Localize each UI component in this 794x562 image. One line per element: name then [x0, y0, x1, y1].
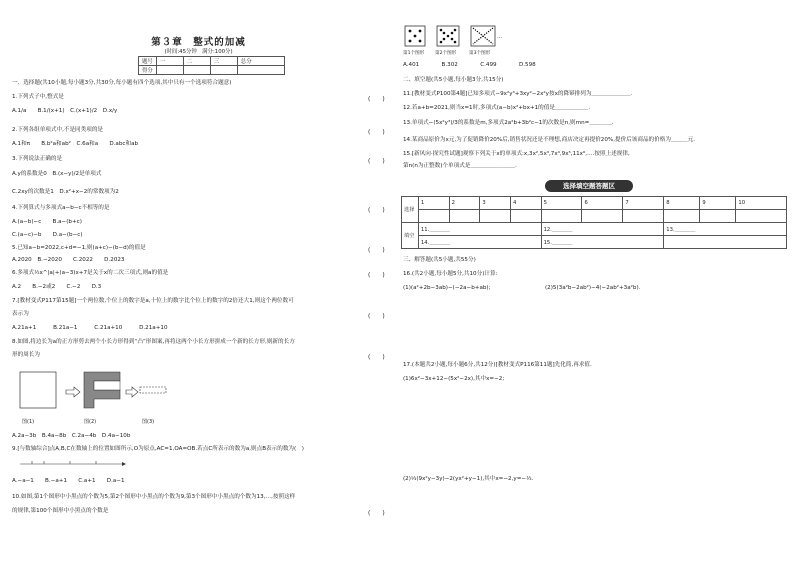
answer-parens: ( ) — [368, 313, 385, 320]
question-subpart: (2)5(3a²b−2ab²)−4(−2ab²+3a²b). — [545, 285, 641, 291]
question-text: 形的周长为 — [12, 352, 40, 358]
figure-caption: 第2个图形 — [435, 51, 457, 56]
question-text: 15.[新风向·探究性试题]观察下列关于x的单项式:x,3x²,5x³,7x⁴,9x⁵,11x⁶,….按照上述规律, — [403, 151, 630, 157]
fill-label: 填空 — [402, 223, 419, 249]
score-cell[interactable] — [183, 66, 210, 75]
section-heading: 一、选择题(共10小题,每小题3分,共30分,每小题有四个选项,其中只有一个选项符合题意) — [12, 80, 232, 86]
question-options: A.y的系数是0 B.(x−y)/2是单项式 — [12, 171, 102, 177]
answer-cell[interactable] — [541, 210, 582, 223]
question-text: 10.如图,第1个图形中小黑点的个数为5,第2个图形中小黑点的个数为9,第3个图形中小黑点的个数为13,…,按照这样 — [12, 494, 296, 500]
question-text: 1.下列式子中,整式是 — [12, 94, 64, 100]
answer-number: 2 — [449, 197, 480, 210]
answer-cell[interactable] — [419, 210, 450, 223]
question-subpart: (1)6x²−3x+12−(5x²−2x),其中x=−2; — [403, 376, 505, 382]
question-text: 3.下列说法正确的是 — [12, 156, 63, 162]
select-label: 选择 — [402, 197, 419, 223]
question-text: 第n(n为正整数)个单项式是＿＿＿＿＿＿＿＿. — [403, 163, 517, 169]
answer-parens: ( ) — [368, 272, 385, 279]
score-cell[interactable] — [237, 66, 284, 75]
answer-cell[interactable] — [623, 210, 664, 223]
answer-cell[interactable] — [510, 210, 541, 223]
blank-12[interactable]: 12.＿＿＿＿ — [541, 223, 664, 236]
answer-number: 4 — [510, 197, 541, 210]
question-text: 8.如图,将边长为a的正方形剪去两个小长方形得到“凸”形图案,再将这两个小长方形拼成一个新的长方形,则新的长方 — [12, 339, 295, 345]
question-text: 7.[教材变式P117第15题]一个两位数,个位上的数字是a,十位上的数字比个位上的数字的2倍还大1,则这个两位数可 — [12, 298, 294, 304]
answer-parens: ( ) — [368, 354, 385, 361]
question-options: A.1和π B.b²a和ab² C.6a和a D.abc和ab — [12, 141, 139, 147]
score-header: 三 — [210, 57, 237, 66]
question-text: 17.(本题共2小题,每小题6分,共12分)[教材变式P116第11题]先化简,再求值. — [403, 362, 592, 368]
question-text: 12.若a+b=2021,则当x=1时,多项式(a−b)x²+bx+1的值是＿＿＿＿＿＿. — [403, 105, 591, 111]
answer-cell[interactable] — [480, 210, 511, 223]
answer-number: 5 — [541, 197, 582, 210]
blank-empty — [664, 236, 787, 249]
question-options: A.−a−1 B.−a+1 C.a+1 D.a−1 — [12, 478, 125, 484]
question-text: 6.多项式½x^|a|+(a−3)x+7是关于x的二次三项式,则a的值是 — [12, 270, 169, 276]
blank-15[interactable]: 15.＿＿＿＿ — [541, 236, 664, 249]
question-text: 的规律,第100个图形中小黑点的个数是 — [12, 508, 109, 514]
score-cell[interactable] — [156, 66, 183, 75]
number-line-figure — [18, 456, 128, 476]
figure-caption: 图(3) — [142, 419, 155, 425]
answer-cell[interactable] — [449, 210, 480, 223]
question-subpart: (2)⅓(9x²y−3y)−2(yx²+y−1),其中x=−2,y=−⅓. — [403, 476, 534, 482]
score-header: 总分 — [237, 57, 284, 66]
answer-parens: ( ) — [368, 207, 385, 214]
exam-info: (时间:45分钟 满分:100分) — [164, 49, 233, 55]
question-text: 13.单项式−(5x²y³)/3的系数是m,多项式2a²b+3b²c−1的次数是n,则mn=＿＿＿＿. — [403, 120, 614, 126]
answer-number: 7 — [623, 197, 664, 210]
dot-pattern-figures — [403, 24, 523, 50]
blank-13[interactable]: 13.＿＿＿＿ — [664, 223, 787, 236]
question-options: A.2 B.−2或2 C.−2 D.3 — [12, 284, 102, 290]
answer-number: 3 — [480, 197, 511, 210]
question-subpart: (1)(a²+2b−3ab)−(−2a−b+ab); — [403, 285, 491, 291]
answer-number: 6 — [582, 197, 623, 210]
question-text: 4.下列算式与多项式a−b−c不相等的是 — [12, 205, 110, 211]
answer-cell[interactable] — [582, 210, 623, 223]
question-text: 16.(共2小题,每小题5分,共10分)计算: — [403, 271, 498, 277]
answer-number: 1 — [419, 197, 450, 210]
question-text: 11.[教材变式P100第4题]已知多项式−9x²y³+3xy²−2x²y按x的降幂排列为＿＿＿＿＿＿＿. — [403, 91, 633, 97]
figure-caption: 图(2) — [84, 419, 97, 425]
page-title: 第３章 整式的加减 — [151, 37, 246, 48]
question-text: 5.已知a−b=2022,c+d=−1,则(a+c)−(b−d)的值是 — [12, 245, 146, 251]
right-column — [397, 0, 794, 562]
question-options: C.(a−c)−b D.a−(b−c) — [12, 232, 83, 238]
score-header: 一 — [156, 57, 183, 66]
answer-cell[interactable] — [736, 210, 787, 223]
section-heading: 三、解答题(共5小题,共55分) — [403, 257, 476, 263]
section-heading: 二、填空题(共5小题,每小题3分,共15分) — [403, 77, 504, 83]
answer-area-banner: 选择填空题答题区 — [545, 180, 633, 192]
figure-ellipsis: … — [497, 34, 503, 40]
blank-11[interactable]: 11.＿＿＿＿ — [419, 223, 542, 236]
answer-number: 9 — [700, 197, 736, 210]
score-header: 二 — [183, 57, 210, 66]
answer-cell[interactable] — [700, 210, 736, 223]
answer-parens: ( ) — [368, 96, 385, 103]
question-options: A.21a+1 B.21a−1 C.21a+10 D.21a+10 — [12, 325, 168, 331]
answer-grid — [401, 196, 787, 249]
figure-caption: 第1个图形 — [403, 51, 425, 56]
question-options: A.401 B.302 C.499 D.598 — [403, 62, 536, 68]
question-text: 9.[与数轴综合]点A,B,C在数轴上的位置如图所示,O为原点,AC=1,OA=OB.若点C所表示的数为a,则点B表示的数为( ) — [12, 446, 304, 452]
answer-parens: ( ) — [368, 510, 385, 517]
score-cell[interactable] — [210, 66, 237, 75]
figure-caption: 第3个图形 — [469, 51, 491, 56]
question-options: C.2xy的次数是1 D.x²+x−2的常数项为2 — [12, 189, 119, 195]
answer-number: 8 — [664, 197, 700, 210]
score-label: 得分 — [139, 66, 157, 75]
question-text: 14.某商品原价为x元,为了促销降价20%后,销售状况还是不理想,商店决定再提价20%,提价后该商品的价格为＿＿＿元. — [403, 137, 696, 143]
question-options: A.(a−b)−c B.a−(b+c) — [12, 219, 82, 225]
score-table — [138, 56, 285, 75]
figure-caption: 图(1) — [22, 419, 35, 425]
score-header: 题号 — [139, 57, 157, 66]
question-text: 2.下列各组单项式中,不是同类项的是 — [12, 127, 104, 133]
answer-cell[interactable] — [664, 210, 700, 223]
blank-14[interactable]: 14.＿＿＿＿ — [419, 236, 542, 249]
answer-parens: ( ) — [368, 247, 385, 254]
question-text: 表示为 — [12, 311, 29, 317]
answer-parens: ( ) — [368, 129, 385, 136]
question-options: A.2a−3b B.4a−8b C.2a−4b D.4a−10b — [12, 433, 131, 439]
answer-number: 10 — [736, 197, 787, 210]
square-cut-figure — [18, 368, 168, 418]
question-options: A.1/a B.1/(x+1) C.(x+1)/2 D.x/y — [12, 108, 118, 114]
question-options: A.2020 B.−2020 C.2022 D.2023 — [12, 257, 125, 263]
answer-parens: ( ) — [368, 158, 385, 165]
